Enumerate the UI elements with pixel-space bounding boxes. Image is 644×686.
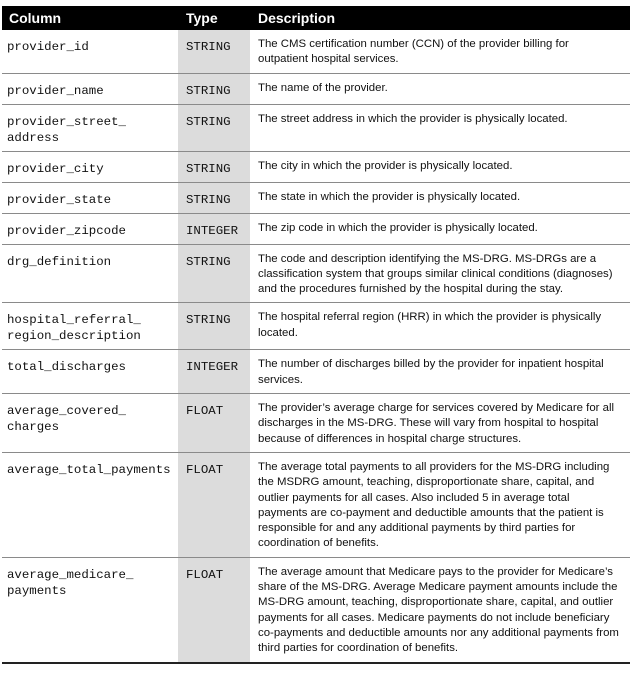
column-description: The zip code in which the provider is physically located. [250,213,630,244]
table-row [2,557,630,662]
column-name: hospital_referral_ region_description [2,303,178,350]
column-name: provider_id [7,40,89,54]
column-type: STRING [178,244,250,303]
table-row [2,213,630,244]
column-description: The hospital referral region (HRR) in which the provider is physically located. [250,303,630,350]
column-description: The code and description identifying the MS-DRG. MS-DRGs are a classification system that groups similar clinical conditions (diagnoses) and the procedures furnished by the hospital during the stay. [250,244,630,303]
header-description: Description [250,6,630,30]
table-row [2,394,630,453]
column-description: The average amount that Medicare pays to the provider for Medicare’s share of the MS-DRG. Average Medicare payment amounts include the MS-DRG amount, teaching, disproportionate share, capital, and outlier payments for all cases. Medicare payments do not include beneficiary co-payments and deductible amounts nor any additional payments from third parties for coordination of benefits. [250,557,630,662]
column-name: average_medicare_ payments [2,557,178,662]
column-name: provider_city [2,151,178,182]
table-body [2,30,630,663]
table-row [2,303,630,350]
column-type: FLOAT [178,452,250,557]
column-name: average_covered_ charges [2,394,178,453]
column-description: The number of discharges billed by the provider for inpatient hospital services. [250,350,630,394]
header-column: Column [2,6,178,30]
column-type: INTEGER [178,213,250,244]
column-name: provider_street_ address [2,104,178,151]
column-name: provider_state [2,182,178,213]
column-name: drg_definition [2,244,178,303]
column-description: The city in which the provider is physically located. [250,151,630,182]
table-row [2,104,630,151]
column-type: STRING [178,182,250,213]
schema-table [2,6,630,664]
table-row [2,350,630,394]
column-description: The CMS certification number (CCN) of the provider billing for outpatient hospital services. [258,38,569,66]
table-row [2,452,630,557]
table-row [2,151,630,182]
column-type: STRING [178,303,250,350]
column-name: provider_name [2,73,178,104]
column-description: The street address in which the provider is physically located. [250,104,630,151]
column-name: total_discharges [2,350,178,394]
column-type: FLOAT [178,557,250,662]
table-row [2,73,630,104]
table-header [2,6,630,30]
column-name: average_total_payments [2,452,178,557]
header-row [2,6,630,30]
table-row [2,182,630,213]
column-type: STRING [178,104,250,151]
column-description: The state in which the provider is physically located. [250,182,630,213]
column-type: STRING [178,73,250,104]
column-type: FLOAT [178,394,250,453]
column-description: The average total payments to all providers for the MS-DRG including the MSDRG amount, teaching, disproportionate share, capital, and outlier payments for all cases. Also included 5 in average total payments are co-payment and deductible amounts that the patient is responsible for and any additional payments by third parties for coordination of benefits. [250,452,630,557]
column-name: provider_zipcode [2,213,178,244]
header-type: Type [178,6,250,30]
table-row [2,244,630,303]
column-type: STRING [178,151,250,182]
column-type: INTEGER [178,350,250,394]
column-type: STRING [178,30,250,73]
column-description: The name of the provider. [250,73,630,104]
table-row [2,30,630,73]
column-description: The provider’s average charge for services covered by Medicare for all discharges in the MS-DRG. These will vary from hospital to hospital because of differences in hospital charge structures. [250,394,630,453]
